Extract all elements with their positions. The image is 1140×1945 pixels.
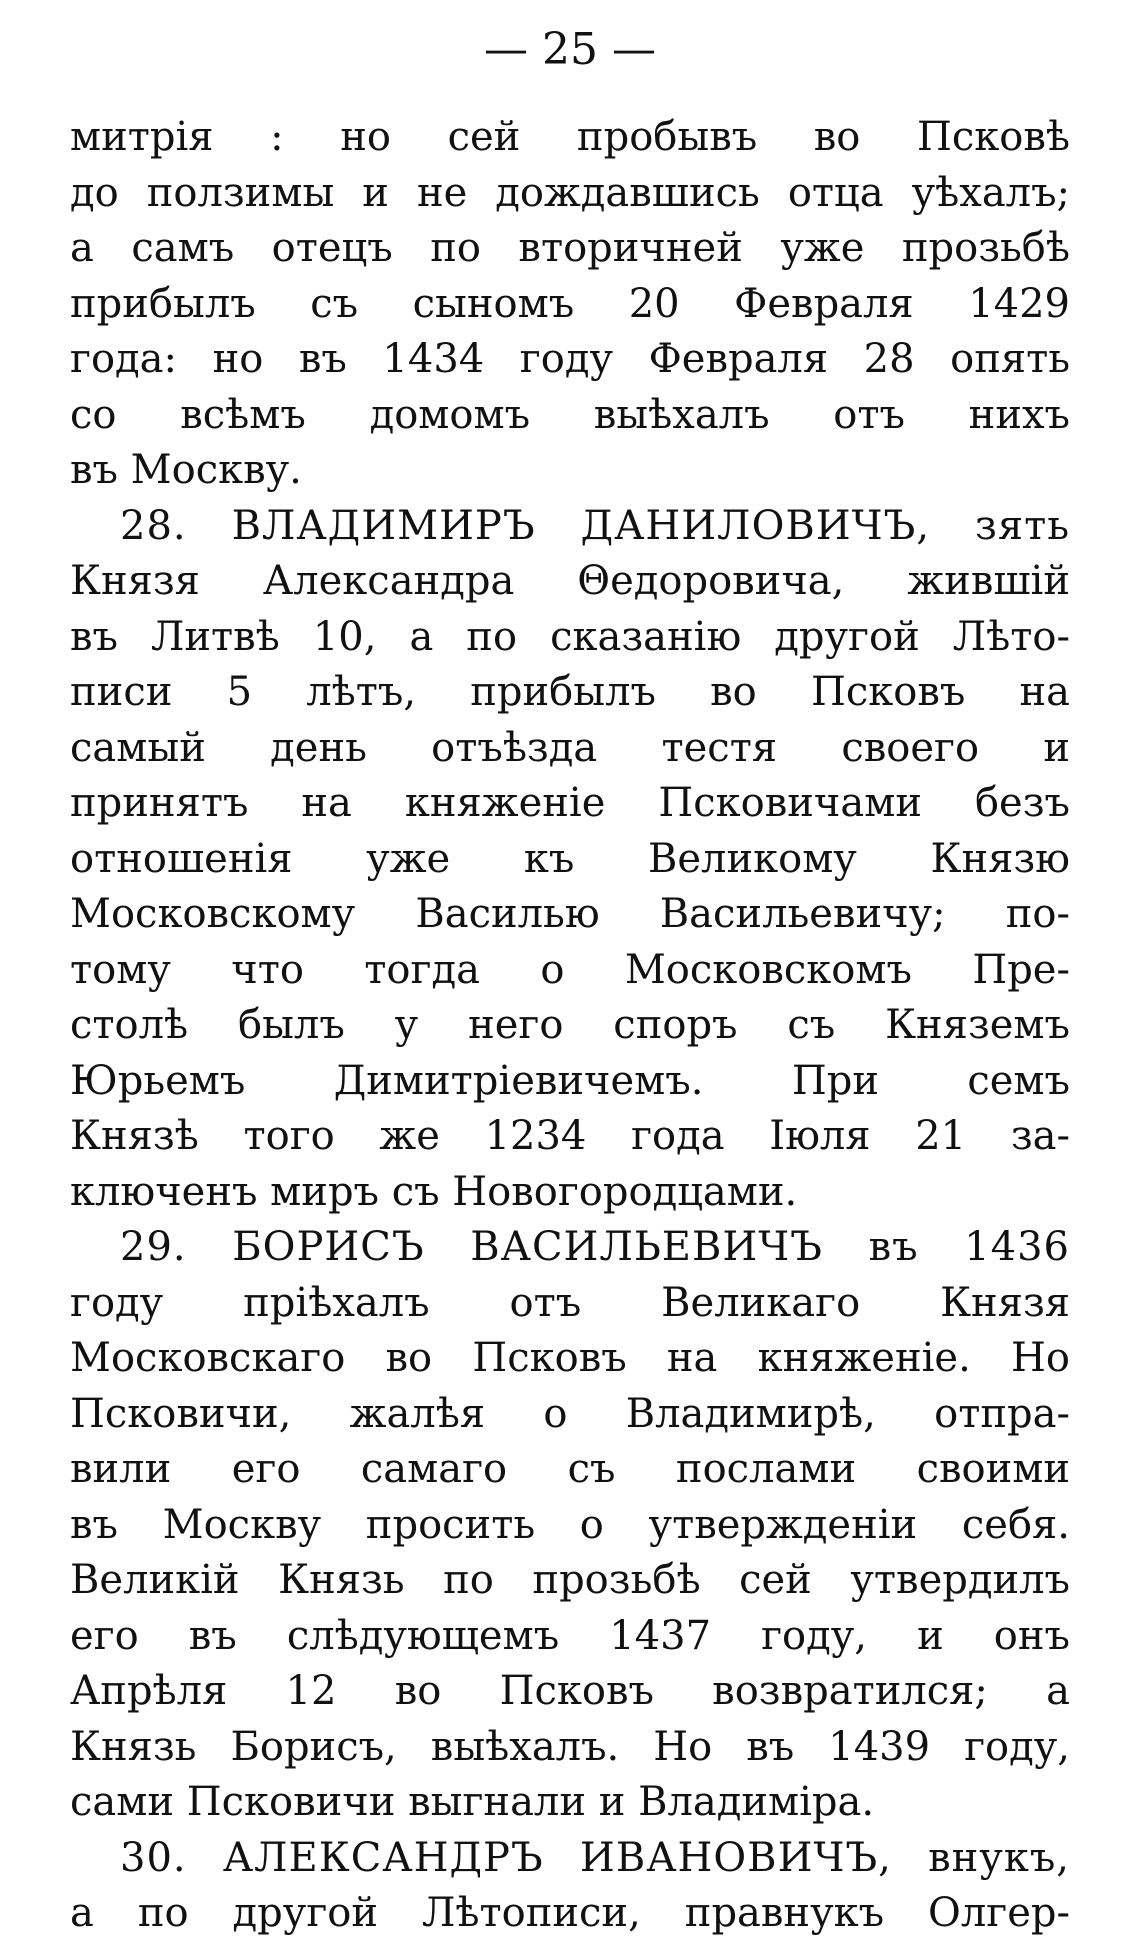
text-line: Князѣ того же 1234 года Іюля 21 за-	[70, 1113, 1070, 1159]
text-line: до ползимы и не дождавшись отца уѣхалъ;	[70, 169, 1070, 216]
page-number: 25	[542, 24, 598, 75]
text-line: въ Москву просить о утвержденіи себя.	[70, 1501, 1070, 1548]
text-line: году пріѣхалъ отъ Великаго Князя	[70, 1279, 1070, 1326]
text-line: Апрѣля 12 во Псковъ возвратился; а	[70, 1668, 1070, 1714]
text-line: принятъ на княженіе Псковичами безъ	[70, 780, 1070, 826]
text-line: вили его самаго съ послами своими	[70, 1446, 1070, 1492]
text-line: Юрьемъ Димитріевичемъ. При семъ	[70, 1057, 1070, 1104]
text-line: въ Литвѣ 10, а по сказанію другой Лѣто-	[70, 613, 1070, 660]
text-line: ключенъ миръ съ Новогородцами.	[70, 1168, 798, 1215]
text-line: а по другой Лѣтописи, правнукъ Олгер-	[70, 1890, 1070, 1936]
text-line: Московскаго во Псковъ на княженіе. Но	[70, 1335, 1070, 1381]
text-line: Великій Князь по прозьбѣ сей утвердилъ	[70, 1557, 1070, 1603]
section-heading-30: 30. АЛЕКСАНДРЪ ИВАНОВИЧЪ, внукъ,	[120, 1834, 1070, 1881]
text-line: Московскому Василью Васильевичу; по-	[70, 891, 1070, 937]
text-line: года: но въ 1434 году Февраля 28 опять	[70, 336, 1070, 382]
text-line: со всѣмъ домомъ выѣхалъ отъ нихъ	[70, 391, 1070, 438]
text-line: сами Псковичи выгнали и Владиміра.	[70, 1779, 875, 1825]
text-line: столѣ былъ у него споръ съ Княземъ	[70, 1002, 1070, 1048]
text-line: отношенія уже къ Великому Князю	[70, 835, 1070, 882]
text-line: Князь Борисъ, выѣхалъ. Но въ 1439 году,	[70, 1723, 1070, 1770]
text-line: а самъ отецъ по вторичней уже прозьбѣ	[70, 225, 1070, 271]
text-line: его въ слѣдующемъ 1437 году, и онъ	[70, 1612, 1070, 1659]
text-line: самый день отъѣзда тестя своего и	[70, 724, 1070, 771]
text-line: Князя Александра Θедоровича, жившій	[70, 558, 1070, 604]
text-line: въ Москву.	[70, 447, 302, 493]
section-heading-28: 28. ВЛАДИМИРЪ ДАНИЛОВИЧЪ, зять	[120, 502, 1070, 549]
text-block	[70, 110, 1070, 1942]
text-line: писи 5 лѣтъ, прибылъ во Псковъ на	[70, 669, 1070, 715]
text-line: митрія : но сей пробывъ во Псковѣ	[70, 114, 1070, 160]
section-heading-29: 29. БОРИСЪ ВАСИЛЬЕВИЧЪ въ 1436	[120, 1224, 1070, 1270]
page-header: — 25 —	[484, 24, 656, 75]
text-line: прибылъ съ сыномъ 20 Февраля 1429	[70, 280, 1070, 327]
text-line: Псковичи, жалѣя о Владимирѣ, отпра-	[70, 1390, 1070, 1437]
text-line: тому что тогда о Московскомъ Пре-	[70, 946, 1070, 993]
